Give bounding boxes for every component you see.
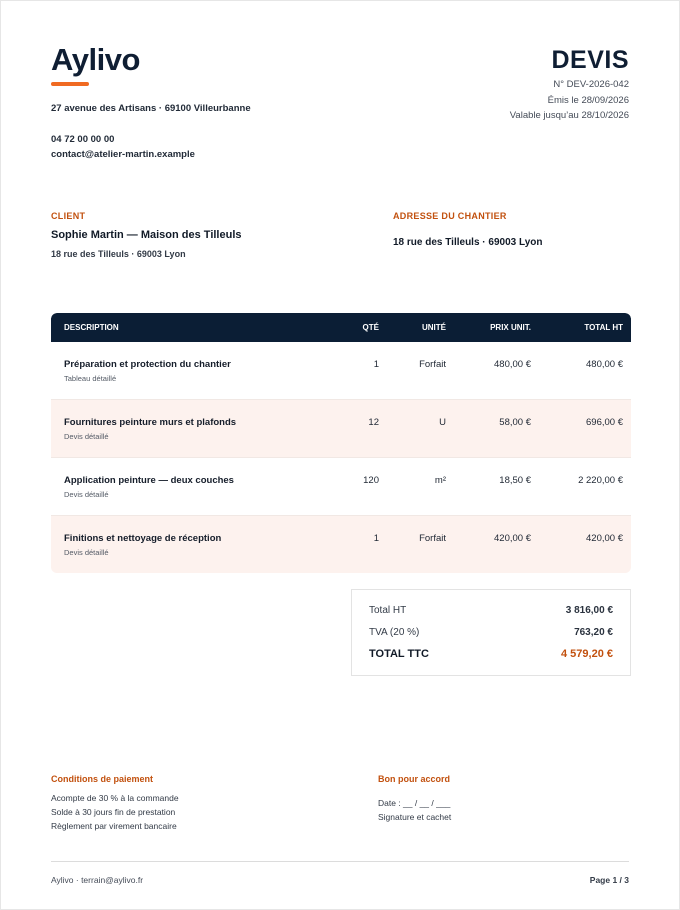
- document-number: N° DEV-2026-042: [553, 79, 629, 90]
- footer-contact: Aylivo · terrain@aylivo.fr: [51, 875, 144, 885]
- payment-condition-line: Règlement par virement bancaire: [51, 821, 177, 831]
- total-ht-label: Total HT: [369, 605, 407, 616]
- site-block: [393, 211, 543, 248]
- company-address: 27 avenue des Artisans · 69100 Villeurbanne: [51, 103, 251, 114]
- header-description: DESCRIPTION: [64, 323, 119, 332]
- row-detail: Devis détaillé: [64, 432, 109, 441]
- row-unit: m²: [434, 475, 446, 486]
- document-meta: [510, 77, 629, 124]
- row-unit-price: 58,00 €: [499, 417, 531, 428]
- page-number: Page 1 / 3: [589, 875, 629, 885]
- row-description: Préparation et protection du chantier: [64, 359, 231, 370]
- row-unit-price: 480,00 €: [494, 359, 531, 370]
- header-qty: QTÉ: [362, 323, 379, 332]
- row-detail: Devis détaillé: [64, 490, 109, 499]
- payment-condition-line: Acompte de 30 % à la commande: [51, 793, 179, 803]
- row-total: 480,00 €: [586, 359, 623, 370]
- document-title: DEVIS: [551, 46, 629, 74]
- payment-conditions-title: Conditions de paiement: [51, 774, 154, 784]
- client-address: 18 rue des Tilleuls · 69003 Lyon: [51, 249, 186, 259]
- total-ttc-row: [369, 648, 613, 660]
- row-unit: U: [439, 417, 446, 428]
- row-description: Fournitures peinture murs et plafonds: [64, 417, 237, 428]
- row-qty: 12: [368, 417, 379, 428]
- tva-label: TVA (20 %): [369, 627, 420, 638]
- row-detail: Tableau détaillé: [64, 374, 117, 383]
- row-qty: 120: [363, 475, 379, 486]
- total-ht-value: 3 816,00 €: [565, 605, 613, 616]
- approval-title: Bon pour accord: [378, 774, 451, 784]
- company-name: Aylivo: [51, 42, 140, 77]
- row-unit: Forfait: [419, 359, 446, 370]
- company-contact: [51, 101, 251, 162]
- table-row: [51, 400, 631, 458]
- payment-conditions: [51, 774, 179, 833]
- table-header: [51, 313, 631, 342]
- client-block: [51, 211, 242, 259]
- tva-value: 763,20 €: [574, 627, 613, 638]
- table-row: [51, 458, 631, 516]
- document-header: [510, 45, 629, 124]
- table-row: [51, 516, 631, 573]
- row-detail: Devis détaillé: [64, 548, 109, 557]
- header-total: TOTAL HT: [584, 323, 623, 332]
- quote-table: [51, 313, 631, 573]
- row-total: 696,00 €: [586, 417, 623, 428]
- row-total: 2 220,00 €: [578, 475, 623, 486]
- document-issued-date: Émis le 28/09/2026: [547, 94, 629, 106]
- row-qty: 1: [373, 359, 379, 370]
- header-unit: UNITÉ: [422, 323, 446, 332]
- approval-block: [378, 774, 451, 824]
- row-unit-price: 18,50 €: [499, 475, 531, 486]
- document-valid-until: Valable jusqu’au 28/10/2026: [509, 110, 629, 121]
- client-label: CLIENT: [51, 211, 86, 221]
- total-ttc-value: 4 579,20 €: [561, 648, 613, 660]
- header-unit-price: PRIX UNIT.: [490, 323, 531, 332]
- company-logo: [51, 41, 140, 86]
- payment-condition-line: Solde à 30 jours fin de prestation: [51, 807, 176, 817]
- row-total: 420,00 €: [586, 533, 623, 544]
- footer-divider: [51, 861, 629, 862]
- row-qty: 1: [373, 533, 379, 544]
- company-phone: 04 72 00 00 00: [51, 134, 115, 145]
- total-ttc-label: TOTAL TTC: [369, 648, 429, 660]
- row-unit-price: 420,00 €: [494, 533, 531, 544]
- row-description: Finitions et nettoyage de réception: [64, 533, 222, 544]
- approval-signature-line: Signature et cachet: [378, 812, 452, 822]
- company-email: contact@atelier-martin.example: [51, 149, 195, 160]
- row-description: Application peinture — deux couches: [64, 475, 234, 486]
- tva-row: [369, 627, 613, 638]
- row-unit: Forfait: [419, 533, 446, 544]
- site-address: 18 rue des Tilleuls · 69003 Lyon: [393, 237, 543, 248]
- client-name: Sophie Martin — Maison des Tilleuls: [51, 229, 242, 241]
- totals-box: [351, 589, 631, 676]
- table-row: [51, 342, 631, 400]
- total-ht-row: [369, 605, 613, 616]
- site-label: ADRESSE DU CHANTIER: [393, 211, 507, 221]
- logo-underline: [51, 82, 89, 86]
- approval-date-line: Date : __ / __ / ___: [378, 798, 451, 808]
